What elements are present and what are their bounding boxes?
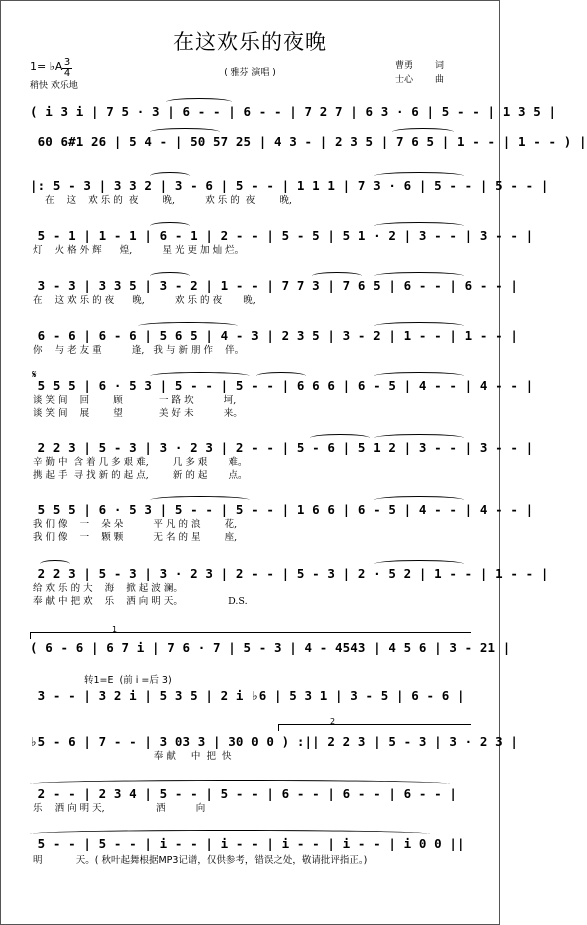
notes-line: 3 - 3 | 3 3 5 | 3 - 2 | 1 - - | 7 7 3 | 7 6 5 | 6 - - | 6 - - | bbox=[30, 278, 519, 293]
lyric-line: 谈 笑 间 回 顾 一 路 坎 坷, bbox=[30, 395, 237, 406]
slur-arc bbox=[374, 272, 464, 280]
volta-bracket-1 bbox=[30, 632, 471, 639]
modulation-note: 转1=E (前 i =后 3) bbox=[84, 675, 172, 686]
score-row-14 bbox=[30, 786, 470, 815]
performer: ( 雅芬 演唱 ) bbox=[224, 68, 276, 78]
slur-arc bbox=[374, 372, 464, 380]
slur-arc bbox=[150, 172, 190, 180]
final-lyric-and-note: 明 天。( 秋叶起舞根据MP3记谱，仅供参考，错误之处，敬请批评指正。) bbox=[30, 855, 368, 866]
segno-sign: 𝄋 bbox=[32, 368, 37, 381]
slur-arc bbox=[312, 272, 362, 280]
slur-arc bbox=[150, 372, 250, 380]
slur-arc bbox=[374, 322, 464, 330]
composer-name: 士心 bbox=[395, 75, 414, 85]
slur-arc bbox=[374, 560, 464, 568]
score-row-10 bbox=[30, 566, 549, 608]
lyric-line: 灯 火 格 外 辉 煌, 星 光 更 加 灿 烂。 bbox=[30, 245, 245, 256]
notes-line: 6 - 6 | 6 - 6 | 5 6 5 | 4 - 3 | 2 3 5 | 3 - 2 | 1 - - | 1 - - | bbox=[30, 328, 519, 343]
notes-line: 5 5 5 | 6 · 5 3 | 5 - - | 5 - - | 1 6 6 | 6 - 5 | 4 - - | 4 - - | bbox=[30, 502, 534, 517]
notes-line: ( 6 - 6 | 6 7 i | 7 6 · 7 | 5 - 3 | 4 - 4543 | 4 5 6 | 3 - 21 | bbox=[30, 640, 511, 655]
song-title: 在这欢乐的夜晚 bbox=[173, 30, 327, 54]
lyricist-role: 词 bbox=[435, 61, 445, 71]
credit-lyricist bbox=[395, 58, 444, 71]
lyric-line: 辛 勤 中 含 着 几 多 艰 难, 几 多 艰 难。 bbox=[30, 457, 248, 468]
notes-line: 5 - - | 5 - - | i - - | i - - | i - - | i - - | i 0 0 || bbox=[30, 836, 465, 851]
lyric-line: 我 们 像 一 朵 朵 平 凡 的 浪 花, bbox=[30, 519, 238, 530]
slur-arc bbox=[374, 172, 464, 180]
notes-line: |: 5 - 3 | 3 3 2 | 3 - 6 | 5 - - | 1 1 1 | 7 3 · 6 | 5 - - | 5 - - | bbox=[30, 178, 549, 193]
slur-arc bbox=[150, 272, 190, 280]
score-row-9 bbox=[30, 502, 534, 544]
score-row-7 bbox=[30, 378, 534, 420]
tempo-marking: 稍快 欢乐地 bbox=[30, 81, 78, 91]
lyricist-name: 曹勇 bbox=[395, 61, 414, 71]
score-row-2 bbox=[30, 134, 587, 150]
score-row-13 bbox=[30, 734, 519, 763]
slur-arc bbox=[392, 128, 454, 136]
score-row-5 bbox=[30, 278, 519, 307]
lyric-line: 给 欢 乐 的 大 海 掀 起 波 澜。 bbox=[30, 583, 183, 594]
notes-line: 60 6#1 26 | 5 4 - | 50 57 25 | 4 3 - | 2 3 5 | 7 6 5 | 1 - - | 1 - - ) | bbox=[30, 134, 587, 149]
notes-line: 2 2 3 | 5 - 3 | 3 · 2 3 | 2 - - | 5 - 6 | 5 1 2 | 3 - - | 3 - - | bbox=[30, 440, 534, 455]
score-row-1 bbox=[30, 104, 557, 120]
notes-line: 5 - 1 | 1 - 1 | 6 - 1 | 2 - - | 5 - 5 | 5 1 · 2 | 3 - - | 3 - - | bbox=[30, 228, 534, 243]
score-row-3 bbox=[30, 178, 549, 207]
slur-arc bbox=[166, 98, 232, 106]
lyric-line-2: 谈 笑 间 展 望 美 好 未 来。 bbox=[30, 408, 243, 419]
notes-line: 5 5 5 | 6 · 5 3 | 5 - - | 5 - - | 6 6 6 | 6 - 5 | 4 - - | 4 - - | bbox=[30, 378, 534, 393]
lyric-line-2: 我 们 像 一 颗 颗 无 名 的 星 座, bbox=[30, 532, 238, 543]
slur-arc bbox=[374, 434, 464, 442]
lyric-line: 在 这 欢 乐 的 夜 晚, 欢 乐 的 夜 晚, bbox=[30, 195, 292, 206]
score-row-11 bbox=[30, 640, 511, 656]
lyric-line: 奉 献 中 把 快 bbox=[30, 751, 232, 762]
notes-line: ♭5 - 6 | 7 - - | 3 03 3 | 30 0 0 ) :|| 2 2 3 | 5 - 3 | 3 · 2 3 | bbox=[30, 734, 519, 749]
lyric-line: 你 与 老 友 重 逢, 我 与 新 朋 作 伴。 bbox=[30, 345, 245, 356]
lyric-line-2: 奉 献 中 把 欢 乐 洒 向 明 天。 D.S. bbox=[30, 596, 248, 607]
score-row-12 bbox=[30, 688, 470, 704]
score-row-8 bbox=[30, 440, 534, 482]
notes-line: 2 2 3 | 5 - 3 | 3 · 2 3 | 2 - - | 5 - 3 | 2 · 5 2 | 1 - - | 1 - - | bbox=[30, 566, 549, 581]
slur-arc bbox=[374, 222, 464, 230]
slur-arc bbox=[310, 434, 370, 442]
volta-number-1: 1 bbox=[112, 625, 118, 634]
slur-arc bbox=[30, 780, 450, 788]
slur-arc bbox=[150, 496, 250, 504]
key-signature: 1= ♭A bbox=[30, 60, 63, 73]
notes-line: 2 - - | 2 3 4 | 5 - - | 5 - - | 6 - - | 6 - - | 6 - - | bbox=[30, 786, 458, 801]
slur-arc bbox=[40, 560, 70, 568]
composer-role: 曲 bbox=[435, 75, 445, 85]
notes-line: ( i 3 i | 7 5 · 3 | 6 - - | 6 - - | 7 2 7 | 6 3 · 6 | 5 - - | 1 3 5 | bbox=[30, 104, 557, 119]
volta-bracket-2 bbox=[278, 724, 471, 731]
slur-arc bbox=[150, 222, 190, 230]
score-row-6 bbox=[30, 328, 519, 357]
credit-composer bbox=[395, 72, 444, 85]
volta-number-2: 2 bbox=[330, 717, 336, 726]
lyric-line: 在 这 欢 乐 的 夜 晚, 欢 乐 的 夜 晚, bbox=[30, 295, 256, 306]
slur-arc bbox=[150, 128, 220, 136]
time-signature-top: 3 bbox=[63, 57, 71, 68]
slur-arc bbox=[138, 322, 238, 330]
notes-line: 3 - - | 3 2 i | 5 3 5 | 2 i ♭6 | 5 3 1 | 3 - 5 | 6 - 6 | bbox=[30, 688, 465, 703]
score-row-15 bbox=[30, 836, 470, 866]
time-signature-bottom: 4 bbox=[63, 68, 71, 79]
lyric-line-2: 携 起 手 寻 找 新 的 起 点, 新 的 起 点。 bbox=[30, 470, 248, 481]
slur-arc bbox=[30, 830, 430, 838]
slur-arc bbox=[374, 496, 464, 504]
lyric-line: 乐 洒 向 明 天, 洒 向 bbox=[30, 803, 206, 814]
slur-arc bbox=[256, 372, 306, 380]
score-row-4 bbox=[30, 228, 534, 257]
